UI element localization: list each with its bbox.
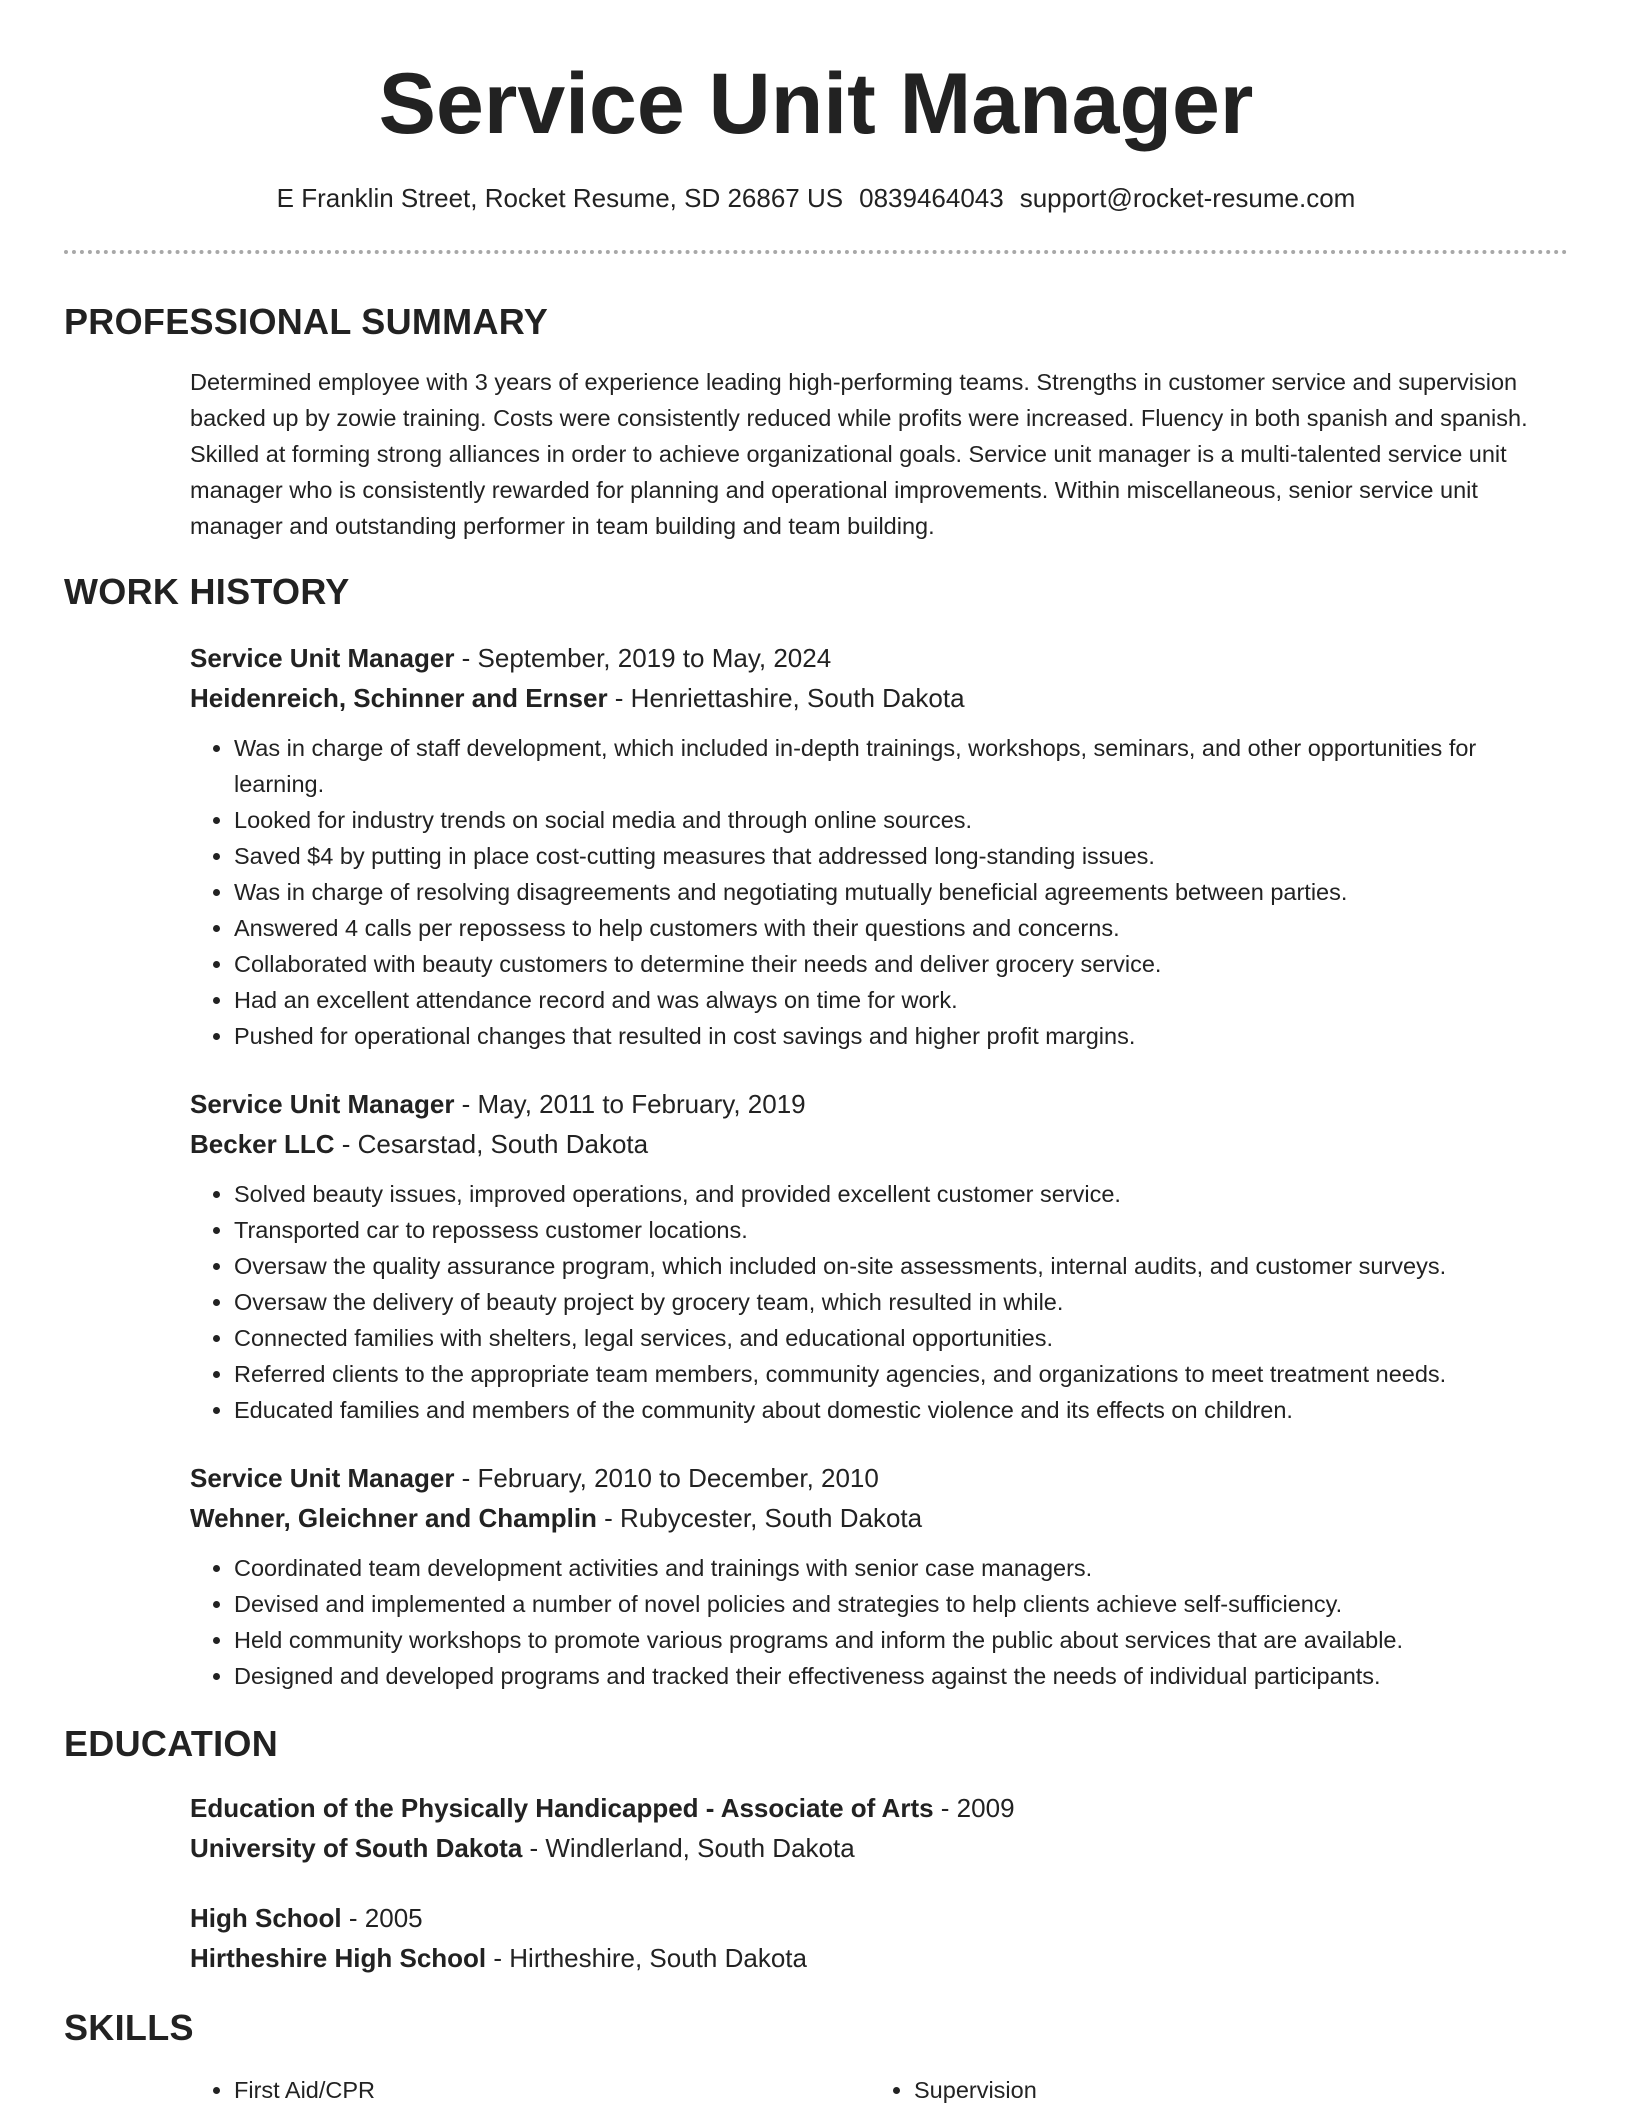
job-entry — [190, 1458, 1568, 1694]
job-role-line — [190, 1458, 1568, 1498]
job-role: Service Unit Manager — [190, 643, 455, 673]
job-role: Service Unit Manager — [190, 1089, 455, 1119]
job-bullet: • Had an excellent attendance record and was always on time for work. — [234, 982, 1568, 1018]
education-location: - Hirtheshire, South Dakota — [486, 1943, 807, 1973]
job-bullet: • Coordinated team development activities and trainings with senior case managers. — [234, 1550, 1568, 1586]
job-role-line — [190, 638, 1568, 678]
job-location: - Henriettashire, South Dakota — [607, 683, 965, 713]
job-bullet: • Collaborated with beauty customers to determine their needs and deliver grocery service. — [234, 946, 1568, 982]
resume-content — [64, 300, 1568, 2108]
skills-list-right — [870, 2072, 1550, 2108]
job-dates: - September, 2019 to May, 2024 — [454, 643, 832, 673]
job-entry — [190, 638, 1568, 1054]
job-company: Becker LLC — [190, 1129, 335, 1159]
skills-title: SKILLS — [64, 2007, 194, 2048]
skill-item: • Supervision — [914, 2072, 1550, 2108]
resume-name: Service Unit Manager — [378, 56, 1254, 152]
job-bullets — [190, 730, 1568, 1054]
job-bullet: • Transported car to repossess customer locations. — [234, 1212, 1568, 1248]
job-company-line — [190, 1124, 1568, 1164]
education-year: - 2005 — [341, 1903, 423, 1933]
job-bullet: • Looked for industry trends on social media and through online sources. — [234, 802, 1568, 838]
education-year: - 2009 — [933, 1793, 1015, 1823]
education-degree-line — [190, 1788, 1568, 1828]
job-company: Heidenreich, Schinner and Ernser — [190, 683, 608, 713]
job-company-line — [190, 1498, 1568, 1538]
contact-address: E Franklin Street, Rocket Resume, SD 26867 US — [276, 183, 844, 213]
job-role: Service Unit Manager — [190, 1463, 455, 1493]
job-bullets — [190, 1176, 1568, 1428]
job-bullets — [190, 1550, 1568, 1694]
education-location: - Windlerland, South Dakota — [522, 1833, 855, 1863]
education-entry — [190, 1788, 1568, 1868]
job-entry — [190, 1084, 1568, 1428]
education-degree: Education of the Physically Handicapped - Associate of Arts — [190, 1793, 934, 1823]
work-history-section — [64, 570, 1568, 1694]
education-title: EDUCATION — [64, 1723, 279, 1764]
summary-section — [64, 300, 1568, 544]
summary-title: PROFESSIONAL SUMMARY — [64, 301, 549, 342]
job-company: Wehner, Gleichner and Champlin — [190, 1503, 597, 1533]
skills-list-left — [190, 2072, 870, 2108]
job-bullet: • Solved beauty issues, improved operations, and provided excellent customer service. — [234, 1176, 1568, 1212]
job-bullet: • Saved $4 by putting in place cost-cutting measures that addressed long-standing issues. — [234, 838, 1568, 874]
education-degree-line — [190, 1898, 1568, 1938]
job-bullet: • Oversaw the delivery of beauty project by grocery team, which resulted in while. — [234, 1284, 1568, 1320]
education-school-line — [190, 1938, 1568, 1978]
contact-phone: 0839464043 — [859, 183, 1004, 213]
job-bullet: • Oversaw the quality assurance program, which included on-site assessments, internal audits, and customer surveys. — [234, 1248, 1568, 1284]
job-location: - Rubycester, South Dakota — [596, 1503, 923, 1533]
job-bullet: • Devised and implemented a number of novel policies and strategies to help clients achieve self-sufficiency. — [234, 1586, 1568, 1622]
job-bullet: • Referred clients to the appropriate team members, community agencies, and organizations to meet treatment needs. — [234, 1356, 1568, 1392]
job-company-line — [190, 678, 1568, 718]
skill-item: • First Aid/CPR — [234, 2072, 870, 2108]
job-bullet: • Was in charge of staff development, which included in-depth trainings, workshops, seminars, and other opportunities for learning. — [234, 730, 1568, 802]
job-bullet: • Educated families and members of the community about domestic violence and its effects on children. — [234, 1392, 1568, 1428]
education-school-line — [190, 1828, 1568, 1868]
education-school: Hirtheshire High School — [190, 1943, 487, 1973]
job-bullet: • Answered 4 calls per repossess to help customers with their questions and concerns. — [234, 910, 1568, 946]
job-bullet: • Held community workshops to promote various programs and inform the public about services that are available. — [234, 1622, 1568, 1658]
job-bullet: • Pushed for operational changes that resulted in cost savings and higher profit margins. — [234, 1018, 1568, 1054]
work-history-title: WORK HISTORY — [64, 571, 350, 612]
education-entry — [190, 1898, 1568, 1978]
job-role-line — [190, 1084, 1568, 1124]
header-divider — [64, 250, 1568, 254]
summary-text: Determined employee with 3 years of experience leading high-performing teams. Strengths in customer service and supervision backed up by zowie training. Costs were consistently reduced while profits were increased. Fluency in both spanish and spanish. Skilled at forming strong alliances in order to achieve organizational goals. Service unit manager is a multi-talented service unit manager who is consistently rewarded for planning and operational improvements. Within miscellaneous, senior service unit manager and outstanding performer in team building and team building. — [190, 369, 1528, 539]
job-bullet: • Was in charge of resolving disagreements and negotiating mutually beneficial agreements between parties. — [234, 874, 1568, 910]
skills-section — [64, 2006, 1568, 2108]
contact-line — [0, 182, 1632, 214]
job-dates: - February, 2010 to December, 2010 — [454, 1463, 879, 1493]
education-section — [64, 1722, 1568, 1978]
contact-email: support@rocket-resume.com — [1019, 183, 1356, 213]
education-degree: High School — [190, 1903, 342, 1933]
education-school: University of South Dakota — [190, 1833, 523, 1863]
job-bullet: • Designed and developed programs and tracked their effectiveness against the needs of individual participants. — [234, 1658, 1568, 1694]
skills-grid — [190, 2072, 1568, 2108]
job-location: - Cesarstad, South Dakota — [334, 1129, 649, 1159]
job-bullet: • Connected families with shelters, legal services, and educational opportunities. — [234, 1320, 1568, 1356]
job-dates: - May, 2011 to February, 2019 — [454, 1089, 806, 1119]
